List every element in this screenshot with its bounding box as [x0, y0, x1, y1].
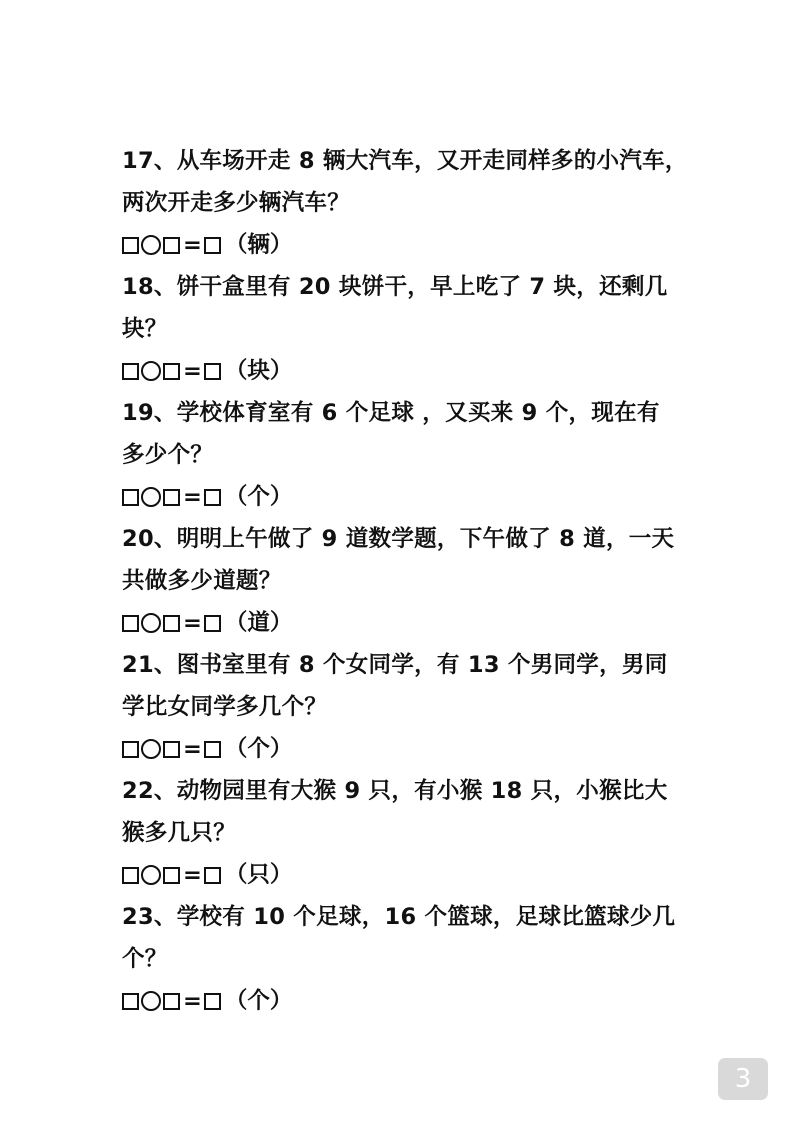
blank-box — [122, 741, 139, 758]
unit-label: （道） — [224, 610, 293, 636]
blank-box — [122, 993, 139, 1010]
equals-sign: = — [183, 358, 202, 384]
result-box — [204, 741, 221, 758]
unit-label: （只） — [224, 862, 293, 888]
equals-sign: = — [183, 232, 202, 258]
question-text-line: 20、明明上午做了 9 道数学题，下午做了 8 道，一天 — [122, 526, 675, 552]
operator-circle — [141, 865, 161, 885]
question-23 — [122, 896, 692, 1022]
answer-template — [122, 602, 692, 644]
question-21 — [122, 644, 692, 770]
page-number-badge: 3 — [718, 1058, 768, 1100]
operator-circle — [141, 991, 161, 1011]
blank-box — [163, 489, 180, 506]
question-22 — [122, 770, 692, 896]
blank-box — [122, 237, 139, 254]
question-text-line: 17、从车场开走 8 辆大汽车，又开走同样多的小汽车， — [122, 148, 688, 174]
answer-template — [122, 476, 692, 518]
blank-box — [122, 363, 139, 380]
question-17 — [122, 140, 692, 266]
result-box — [204, 615, 221, 632]
answer-template — [122, 854, 692, 896]
question-text-line: 猴多几只？ — [122, 820, 237, 846]
answer-template — [122, 728, 692, 770]
blank-box — [163, 867, 180, 884]
question-text-line: 18、饼干盒里有 20 块饼干，早上吃了 7 块，还剩几 — [122, 274, 668, 300]
question-text-line: 块？ — [122, 316, 168, 342]
question-18 — [122, 266, 692, 392]
question-text-line: 学比女同学多几个？ — [122, 694, 328, 720]
question-text-line: 个？ — [122, 946, 168, 972]
unit-label: （块） — [224, 358, 293, 384]
blank-box — [163, 615, 180, 632]
equals-sign: = — [183, 862, 202, 888]
equals-sign: = — [183, 988, 202, 1014]
result-box — [204, 363, 221, 380]
unit-label: （个） — [224, 988, 293, 1014]
answer-template — [122, 980, 692, 1022]
result-box — [204, 237, 221, 254]
question-text-line: 22、动物园里有大猴 9 只，有小猴 18 只，小猴比大 — [122, 778, 668, 804]
blank-box — [163, 993, 180, 1010]
result-box — [204, 867, 221, 884]
equals-sign: = — [183, 484, 202, 510]
result-box — [204, 993, 221, 1010]
question-text-line: 共做多少道题？ — [122, 568, 282, 594]
operator-circle — [141, 739, 161, 759]
answer-template — [122, 224, 692, 266]
question-text-line: 19、学校体育室有 6 个足球 ，又买来 9 个，现在有 — [122, 400, 660, 426]
operator-circle — [141, 487, 161, 507]
question-20 — [122, 518, 692, 644]
operator-circle — [141, 361, 161, 381]
operator-circle — [141, 235, 161, 255]
blank-box — [163, 363, 180, 380]
equals-sign: = — [183, 736, 202, 762]
blank-box — [163, 741, 180, 758]
unit-label: （个） — [224, 736, 293, 762]
operator-circle — [141, 613, 161, 633]
blank-box — [163, 237, 180, 254]
question-text-line: 21、图书室里有 8 个女同学，有 13 个男同学，男同 — [122, 652, 668, 678]
worksheet-body — [122, 140, 692, 1022]
question-text-line: 23、学校有 10 个足球，16 个篮球，足球比篮球少几 — [122, 904, 676, 930]
unit-label: （辆） — [224, 232, 293, 258]
question-text-line: 两次开走多少辆汽车？ — [122, 190, 351, 216]
equals-sign: = — [183, 610, 202, 636]
unit-label: （个） — [224, 484, 293, 510]
answer-template — [122, 350, 692, 392]
blank-box — [122, 615, 139, 632]
question-text-line: 多少个？ — [122, 442, 214, 468]
blank-box — [122, 867, 139, 884]
question-19 — [122, 392, 692, 518]
result-box — [204, 489, 221, 506]
blank-box — [122, 489, 139, 506]
